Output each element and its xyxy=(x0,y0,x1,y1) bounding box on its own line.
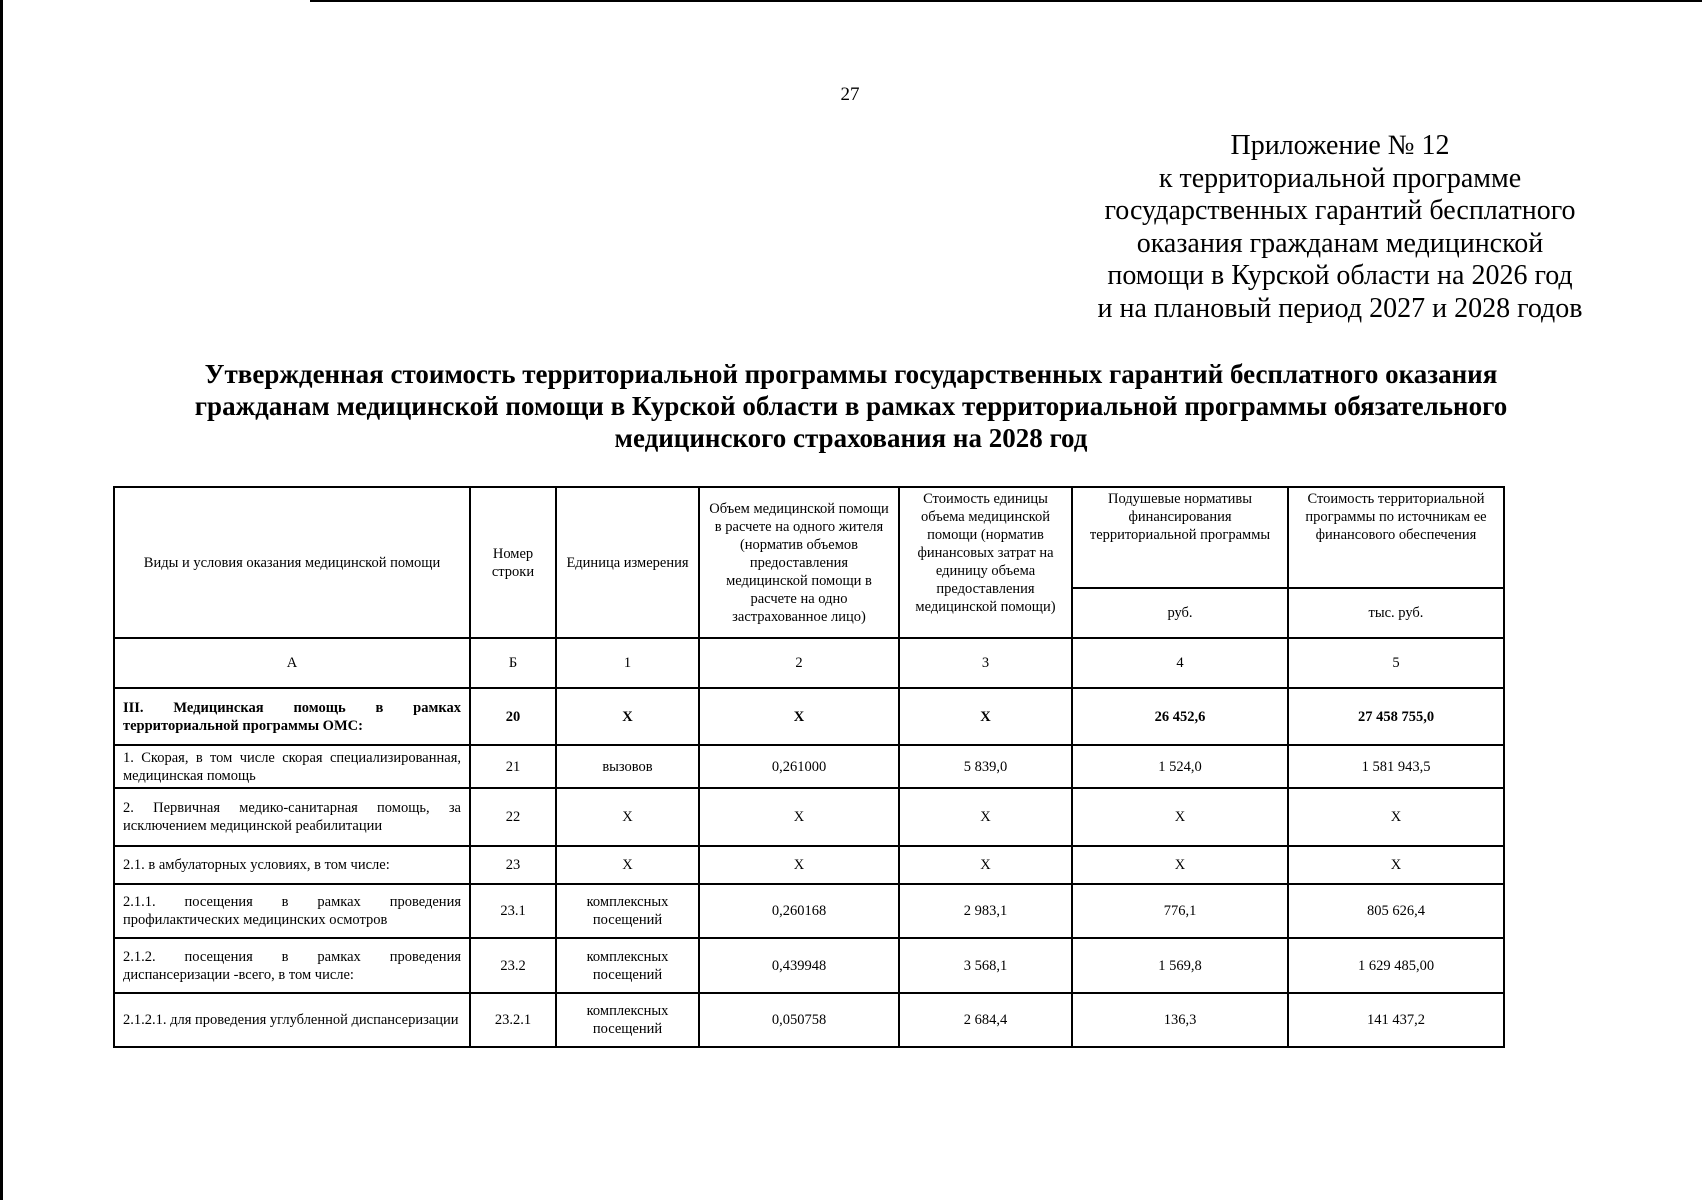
row-total-cost: X xyxy=(1288,788,1504,846)
row-unit: комплексных посещений xyxy=(556,938,699,993)
row-volume: X xyxy=(699,788,899,846)
row-per-capita: 26 452,6 xyxy=(1072,688,1288,745)
row-unit: комплексных посещений xyxy=(556,993,699,1047)
header-volume: Объем медицинской помощи в расчете на одного жителя (норматив объемов предоставления медицинской помощи в расчете на одно застрахованное лицо) xyxy=(699,487,899,638)
appendix-line: помощи в Курской области на 2026 год xyxy=(1107,260,1573,291)
row-unit-cost: 3 568,1 xyxy=(899,938,1072,993)
row-volume: 0,260168 xyxy=(699,884,899,938)
document-title xyxy=(100,358,1602,454)
appendix-line: к территориальной программе xyxy=(1158,162,1522,194)
row-number: 22 xyxy=(470,788,556,846)
row-total-cost: 1 581 943,5 xyxy=(1288,745,1504,788)
table-row xyxy=(114,788,1504,846)
table-row xyxy=(114,846,1504,884)
row-total-cost: 805 626,4 xyxy=(1288,884,1504,938)
header-kind: Виды и условия оказания медицинской помощи xyxy=(114,487,470,638)
cost-table xyxy=(113,486,1505,1048)
row-volume: 0,050758 xyxy=(699,993,899,1047)
index-cell: 2 xyxy=(699,638,899,688)
row-volume: 0,261000 xyxy=(699,745,899,788)
table-row xyxy=(114,993,1504,1047)
header-per-capita: Подушевые нормативы финансирования территориальной программы xyxy=(1072,487,1288,588)
index-cell: 4 xyxy=(1072,638,1288,688)
row-number: 20 xyxy=(470,688,556,745)
row-per-capita: X xyxy=(1072,846,1288,884)
row-volume: 0,439948 xyxy=(699,938,899,993)
title-line: гражданам медицинской помощи в Курской области в рамках территориальной программы обязательного xyxy=(194,391,1508,421)
row-total-cost: 27 458 755,0 xyxy=(1288,688,1504,745)
index-cell: 5 xyxy=(1288,638,1504,688)
header-unit-cost: Стоимость единицы объема медицинской помощи (норматив финансовых затрат на единицу объема предоставления медицинской помощи) xyxy=(899,487,1072,638)
row-unit: комплексных посещений xyxy=(556,884,699,938)
row-unit: вызовов xyxy=(556,745,699,788)
row-volume: X xyxy=(699,846,899,884)
title-line: Утвержденная стоимость территориальной программы государственных гарантий бесплатного оказания xyxy=(204,359,1498,389)
row-per-capita: 136,3 xyxy=(1072,993,1288,1047)
scan-left-border xyxy=(0,0,3,1200)
row-per-capita: 1 524,0 xyxy=(1072,745,1288,788)
row-name: III. Медицинская помощь в рамках территориальной программы ОМС: xyxy=(114,688,470,745)
appendix-line: оказания гражданам медицинской xyxy=(1136,227,1544,259)
row-unit-cost: X xyxy=(899,688,1072,745)
scan-top-border xyxy=(310,0,1702,2)
table-row xyxy=(114,938,1504,993)
appendix-line: Приложение № 12 xyxy=(1230,130,1450,161)
row-unit-cost: X xyxy=(899,846,1072,884)
table-row xyxy=(114,745,1504,788)
page-number: 27 xyxy=(840,84,860,105)
row-unit: X xyxy=(556,846,699,884)
row-name: 2. Первичная медико-санитарная помощь, за исключением медицинской реабилитации xyxy=(114,788,470,846)
row-per-capita: X xyxy=(1072,788,1288,846)
row-total-cost: 141 437,2 xyxy=(1288,993,1504,1047)
index-cell: 3 xyxy=(899,638,1072,688)
index-cell: А xyxy=(114,638,470,688)
row-volume: X xyxy=(699,688,899,745)
row-unit: X xyxy=(556,788,699,846)
row-name: 2.1.1. посещения в рамках проведения профилактических медицинских осмотров xyxy=(114,884,470,938)
index-cell: Б xyxy=(470,638,556,688)
header-row-number: Номер строки xyxy=(470,487,556,638)
row-number: 23.1 xyxy=(470,884,556,938)
row-name: 2.1.2. посещения в рамках проведения диспансеризации -всего, в том числе: xyxy=(114,938,470,993)
row-unit-cost: 2 983,1 xyxy=(899,884,1072,938)
header-total-cost-unit: тыс. руб. xyxy=(1288,588,1504,638)
row-number: 23 xyxy=(470,846,556,884)
row-name: 1. Скорая, в том числе скорая специализированная, медицинская помощь xyxy=(114,745,470,788)
row-per-capita: 1 569,8 xyxy=(1072,938,1288,993)
row-unit-cost: X xyxy=(899,788,1072,846)
row-number: 23.2 xyxy=(470,938,556,993)
row-unit: X xyxy=(556,688,699,745)
row-total-cost: X xyxy=(1288,846,1504,884)
row-unit-cost: 2 684,4 xyxy=(899,993,1072,1047)
header-unit: Единица измерения xyxy=(556,487,699,638)
header-per-capita-unit: руб. xyxy=(1072,588,1288,638)
row-number: 21 xyxy=(470,745,556,788)
header-total-cost: Стоимость территориальной программы по источникам ее финансового обеспечения xyxy=(1288,487,1504,588)
row-number: 23.2.1 xyxy=(470,993,556,1047)
row-name: 2.1.2.1. для проведения углубленной диспансеризации xyxy=(114,993,470,1047)
appendix-heading xyxy=(1060,130,1620,325)
appendix-line: и на плановый период 2027 и 2028 годов xyxy=(1097,292,1583,324)
index-cell: 1 xyxy=(556,638,699,688)
row-per-capita: 776,1 xyxy=(1072,884,1288,938)
row-unit-cost: 5 839,0 xyxy=(899,745,1072,788)
title-line: медицинского страхования на 2028 год xyxy=(614,423,1088,453)
row-name: 2.1. в амбулаторных условиях, в том числе: xyxy=(114,846,470,884)
table-row xyxy=(114,884,1504,938)
row-total-cost: 1 629 485,00 xyxy=(1288,938,1504,993)
index-row xyxy=(114,638,1504,688)
appendix-line: государственных гарантий бесплатного xyxy=(1104,195,1576,226)
table-row xyxy=(114,688,1504,745)
